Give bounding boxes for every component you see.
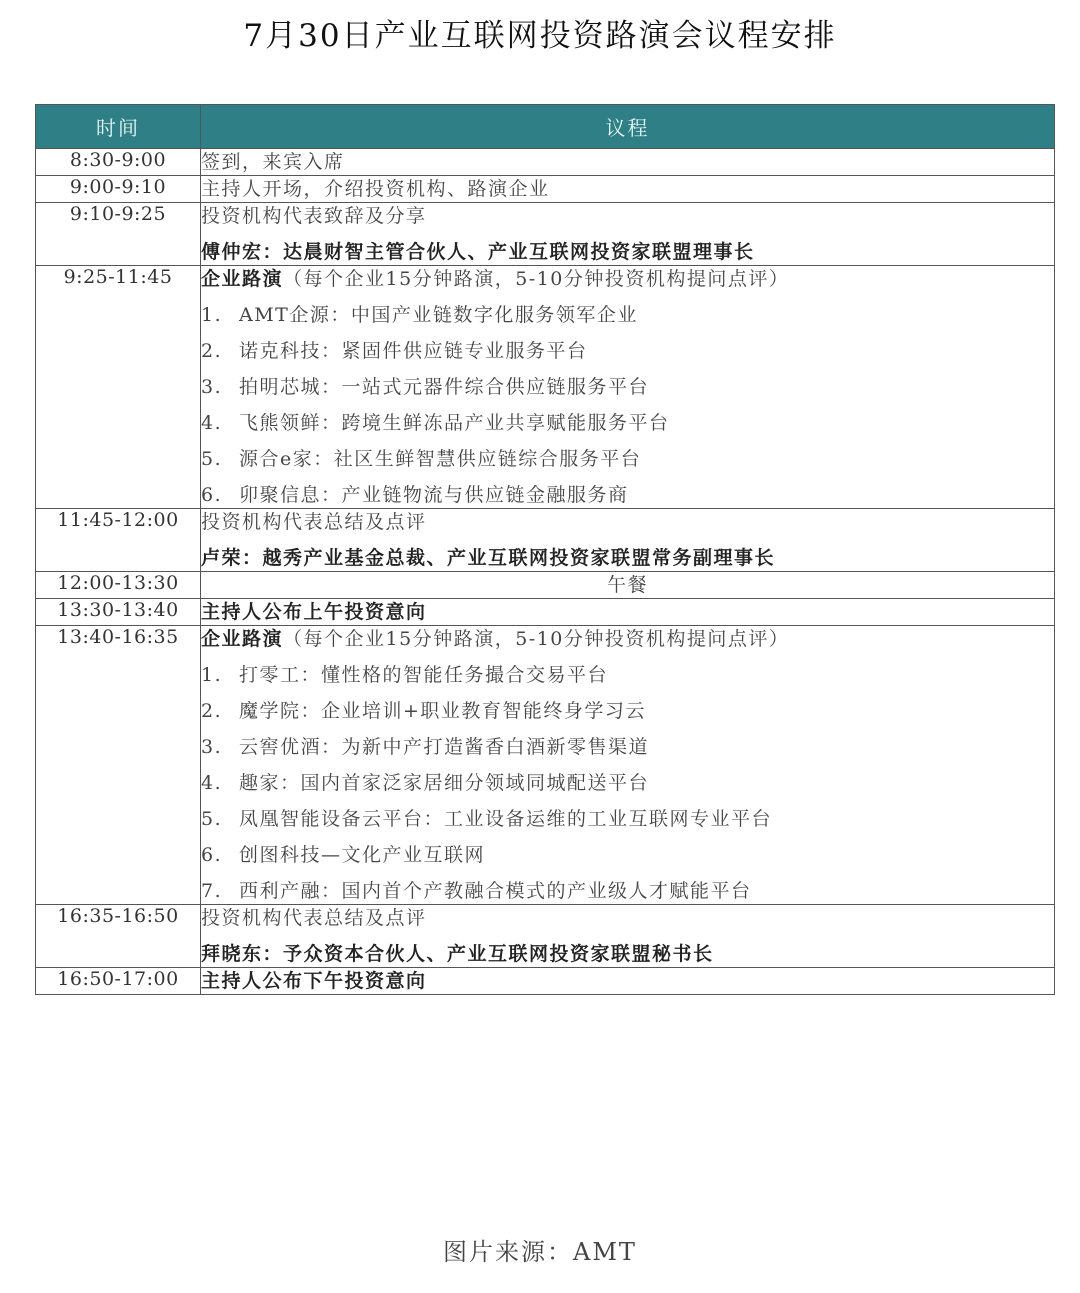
speaker-text: 傅仲宏：达晨财智主管合伙人、产业互联网投资家联盟理事长 — [201, 241, 755, 263]
list-item: 2. 魔学院：企业培训+职业教育智能终身学习云 — [201, 700, 646, 722]
roadshow-heading — [201, 626, 1054, 652]
roadshow-heading — [201, 266, 1054, 292]
table-row — [36, 509, 1055, 572]
list-item: 3. 拍明芯城：一站式元器件综合供应链服务平台 — [201, 376, 650, 398]
speaker-text: 拜晓东：予众资本合伙人、产业互联网投资家联盟秘书长 — [201, 943, 714, 965]
header-time: 时间 — [36, 105, 201, 149]
list-item: 4. 飞熊领鲜：跨境生鲜冻品产业共享赋能服务平台 — [201, 412, 670, 434]
table-row — [36, 905, 1055, 968]
list-item: 4. 趣家：国内首家泛家居细分领域同城配送平台 — [201, 772, 650, 794]
agenda-cell — [201, 176, 1055, 203]
agenda-text: 签到，来宾入席 — [201, 151, 345, 173]
list-item: 5. 源合e家：社区生鲜智慧供应链综合服务平台 — [201, 448, 642, 470]
roadshow-heading-bold: 企业路演 — [201, 268, 284, 290]
agenda-cell — [201, 968, 1055, 995]
page-title: 7月30日产业互联网投资路演会议程安排 — [243, 18, 837, 54]
list-item: 2. 诺克科技：紧固件供应链专业服务平台 — [201, 340, 588, 362]
table-row — [36, 203, 1055, 266]
time-cell: 13:30-13:40 — [36, 599, 201, 626]
list-item: 1. 打零工：懂性格的智能任务撮合交易平台 — [201, 664, 609, 686]
image-source-caption: 图片来源：AMT — [443, 1238, 637, 1266]
time-cell: 13:40-16:35 — [36, 626, 201, 905]
roadshow-heading-note: （每个企业15分钟路演，5-10分钟投资机构提问点评） — [283, 628, 790, 650]
table-row — [36, 149, 1055, 176]
agenda-text: 投资机构代表总结及点评 — [201, 511, 427, 533]
agenda-text: 投资机构代表总结及点评 — [201, 907, 427, 929]
list-item: 7. 西利产融：国内首个产教融合模式的产业级人才赋能平台 — [201, 880, 752, 902]
agenda-text: 主持人公布上午投资意向 — [201, 601, 427, 623]
agenda-text: 主持人开场，介绍投资机构、路演企业 — [201, 178, 550, 200]
table-row — [36, 572, 1055, 599]
speaker-text: 卢荣：越秀产业基金总裁、产业互联网投资家联盟常务副理事长 — [201, 547, 776, 569]
table-row — [36, 968, 1055, 995]
agenda-cell — [201, 572, 1055, 599]
agenda-cell — [201, 626, 1055, 905]
agenda-text: 主持人公布下午投资意向 — [201, 970, 427, 992]
time-cell: 11:45-12:00 — [36, 509, 201, 572]
header-agenda: 议程 — [201, 105, 1055, 149]
list-item: 6. 卯聚信息：产业链物流与供应链金融服务商 — [201, 484, 629, 506]
agenda-text: 投资机构代表致辞及分享 — [201, 205, 427, 227]
list-item: 1. AMT企源：中国产业链数字化服务领军企业 — [201, 304, 638, 326]
time-cell: 16:50-17:00 — [36, 968, 201, 995]
table-row — [36, 176, 1055, 203]
agenda-cell — [201, 149, 1055, 176]
time-cell: 9:00-9:10 — [36, 176, 201, 203]
table-row — [36, 599, 1055, 626]
time-cell: 9:25-11:45 — [36, 266, 201, 509]
time-cell: 16:35-16:50 — [36, 905, 201, 968]
list-item: 6. 创图科技—文化产业互联网 — [201, 844, 486, 866]
roadshow-heading-bold: 企业路演 — [201, 628, 284, 650]
agenda-table — [35, 104, 1055, 995]
company-list — [201, 662, 1054, 904]
agenda-cell — [201, 599, 1055, 626]
list-item: 5. 凤凰智能设备云平台：工业设备运维的工业互联网专业平台 — [201, 808, 773, 830]
time-cell: 8:30-9:00 — [36, 149, 201, 176]
roadshow-heading-note: （每个企业15分钟路演，5-10分钟投资机构提问点评） — [283, 268, 790, 290]
agenda-cell — [201, 905, 1055, 968]
time-cell: 12:00-13:30 — [36, 572, 201, 599]
agenda-cell — [201, 203, 1055, 266]
time-cell: 9:10-9:25 — [36, 203, 201, 266]
agenda-cell — [201, 509, 1055, 572]
lunch-text: 午餐 — [606, 574, 648, 596]
table-header-row — [36, 105, 1055, 149]
agenda-cell — [201, 266, 1055, 509]
list-item: 3. 云窖优酒：为新中产打造酱香白酒新零售渠道 — [201, 736, 650, 758]
table-row — [36, 626, 1055, 905]
company-list — [201, 302, 1054, 508]
table-row — [36, 266, 1055, 509]
